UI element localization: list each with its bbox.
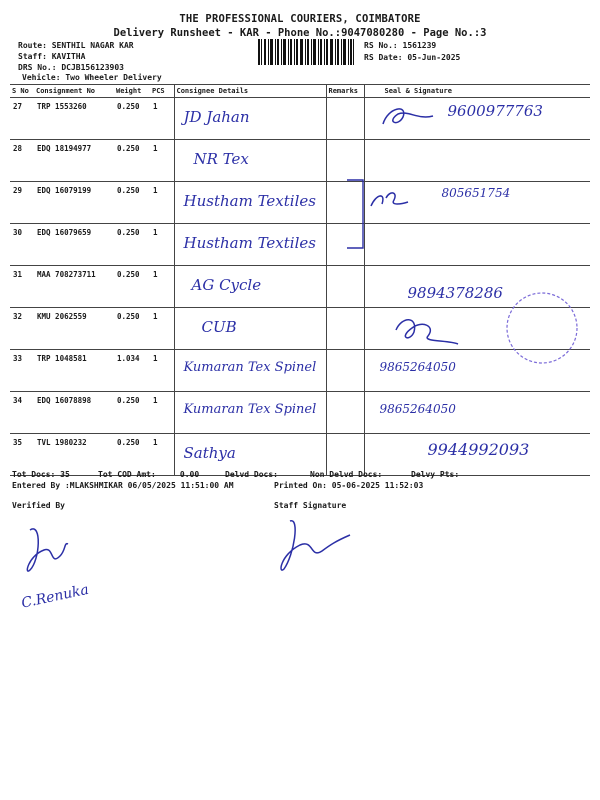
consignee-handwriting: Sathya [183, 444, 236, 462]
weight-cell: 0.250 [114, 392, 150, 434]
seal-cell [364, 434, 590, 476]
signature-icon [368, 186, 428, 216]
phone-handwriting: 805651754 [441, 186, 511, 200]
sno-cell: 33 [10, 350, 34, 392]
consignment-cell: EDQ 16079659 [34, 224, 114, 266]
col-header-consignee: Consignee Details [174, 85, 326, 98]
col-header-consignment: Consignment No [34, 85, 114, 98]
pcs-cell: 1 [150, 140, 174, 182]
weight-cell: 0.250 [114, 266, 150, 308]
signature-icon [388, 310, 468, 350]
weight-cell: 0.250 [114, 140, 150, 182]
consignment-cell: EDQ 18194977 [34, 140, 114, 182]
pcs-cell: 1 [150, 266, 174, 308]
sno-cell: 28 [10, 140, 34, 182]
verifier-name-handwriting: C.Renuka [20, 581, 91, 612]
seal-cell [364, 392, 590, 434]
runsheet-table [10, 84, 590, 476]
table-row [10, 98, 590, 140]
seal-cell [364, 182, 590, 224]
table-row [10, 224, 590, 266]
remarks-cell [326, 98, 364, 140]
pcs-cell: 1 [150, 350, 174, 392]
table-row [10, 140, 590, 182]
consignee-handwriting: Kumaran Tex Spinel [183, 402, 317, 417]
consignee-handwriting: Hustham Textiles [183, 192, 316, 210]
phone-handwriting: 9944992093 [427, 440, 530, 459]
staff-signature-icon [270, 515, 360, 575]
remarks-cell [326, 392, 364, 434]
phone-handwriting: 9865264050 [379, 360, 456, 374]
weight-cell: 0.250 [114, 308, 150, 350]
pcs-cell: 1 [150, 98, 174, 140]
sno-cell: 29 [10, 182, 34, 224]
vehicle-label: Vehicle: Two Wheeler Delivery [22, 73, 162, 82]
consignment-cell: TRP 1553260 [34, 98, 114, 140]
col-header-weight: Weight [114, 85, 150, 98]
sno-cell: 32 [10, 308, 34, 350]
pcs-cell: 1 [150, 182, 174, 224]
remarks-cell [326, 350, 364, 392]
phone-handwriting: 9865264050 [379, 402, 456, 416]
sno-cell: 34 [10, 392, 34, 434]
consignee-handwriting: NR Tex [193, 150, 249, 168]
consignee-cell [174, 224, 326, 266]
delivered-docs: Delvd Docs: [225, 470, 278, 479]
seal-cell [364, 224, 590, 266]
total-docs: Tot Docs: 35 [12, 470, 70, 479]
consignee-cell [174, 98, 326, 140]
pcs-cell: 1 [150, 224, 174, 266]
table-row [10, 182, 590, 224]
staff-label: Staff: KAVITHA [18, 52, 86, 61]
verifier-signature-icon [20, 520, 80, 580]
weight-cell: 0.250 [114, 98, 150, 140]
consignee-cell [174, 392, 326, 434]
consignee-handwriting: AG Cycle [191, 276, 262, 294]
seal-cell [364, 140, 590, 182]
weight-cell: 0.250 [114, 182, 150, 224]
col-header-remarks: Remarks [326, 85, 364, 98]
bracket-mark-icon [345, 178, 375, 258]
pcs-cell: 1 [150, 308, 174, 350]
table-row [10, 392, 590, 434]
consignee-handwriting: Kumaran Tex Spinel [183, 360, 317, 375]
weight-cell: 1.034 [114, 350, 150, 392]
weight-cell: 0.250 [114, 224, 150, 266]
pcs-cell: 1 [150, 392, 174, 434]
signature-icon [378, 102, 438, 132]
delivery-points: Delvy Pts: [411, 470, 460, 479]
consignee-cell [174, 308, 326, 350]
consignment-cell: TVL 1980232 [34, 434, 114, 476]
consignee-handwriting: Hustham Textiles [183, 234, 316, 252]
seal-cell [364, 308, 590, 350]
table-header-row [10, 85, 590, 98]
consignee-cell [174, 350, 326, 392]
non-delivered-docs: Non Delvd Docs: [310, 470, 383, 479]
consignment-cell: MAA 708273711 [34, 266, 114, 308]
consignee-cell [174, 266, 326, 308]
seal-stamp-icon [504, 290, 580, 366]
weight-cell: 0.250 [114, 434, 150, 476]
consignment-cell: TRP 1048581 [34, 350, 114, 392]
col-header-pcs: PCS [150, 85, 174, 98]
consignee-cell [174, 140, 326, 182]
phone-handwriting: 9894378286 [407, 284, 503, 302]
consignee-cell [174, 182, 326, 224]
table-row [10, 434, 590, 476]
barcode-icon [258, 39, 354, 65]
verified-by-label: Verified By [12, 501, 65, 510]
remarks-cell [326, 308, 364, 350]
table-row [10, 308, 590, 350]
col-header-seal: Seal & Signature [364, 85, 590, 98]
runsheet-title: Delivery Runsheet - KAR - Phone No.:9047080280 - Page No.:3 [113, 27, 487, 39]
company-name: THE PROFESSIONAL COURIERS, COIMBATORE [179, 13, 421, 25]
rs-date: RS Date: 05-Jun-2025 [364, 53, 461, 62]
seal-cell [364, 98, 590, 140]
consignee-handwriting: JD Jahan [183, 108, 250, 126]
sno-cell: 30 [10, 224, 34, 266]
total-cod-amount: Tot COD Amt: 0.00 [98, 470, 200, 479]
col-header-sno: S No [10, 85, 34, 98]
consignment-cell: EDQ 16079199 [34, 182, 114, 224]
pcs-cell: 1 [150, 434, 174, 476]
consignee-handwriting: CUB [201, 318, 237, 336]
sno-cell: 35 [10, 434, 34, 476]
sno-cell: 27 [10, 98, 34, 140]
rs-number: RS No.: 1561239 [364, 41, 437, 50]
consignment-cell: EDQ 16078898 [34, 392, 114, 434]
phone-handwriting: 9600977763 [447, 102, 543, 120]
consignment-cell: KMU 2062559 [34, 308, 114, 350]
remarks-cell [326, 140, 364, 182]
remarks-cell [326, 266, 364, 308]
route-label: Route: SENTHIL NAGAR KAR [18, 41, 134, 50]
entered-by: Entered By :MLAKSHMIKAR 06/05/2025 11:51:00 AM [12, 481, 234, 490]
printed-on: Printed On: 05-06-2025 11:52:03 [274, 481, 424, 490]
sno-cell: 31 [10, 266, 34, 308]
staff-signature-label: Staff Signature [274, 501, 347, 510]
drs-number: DRS No.: DCJB156123903 [18, 63, 124, 72]
